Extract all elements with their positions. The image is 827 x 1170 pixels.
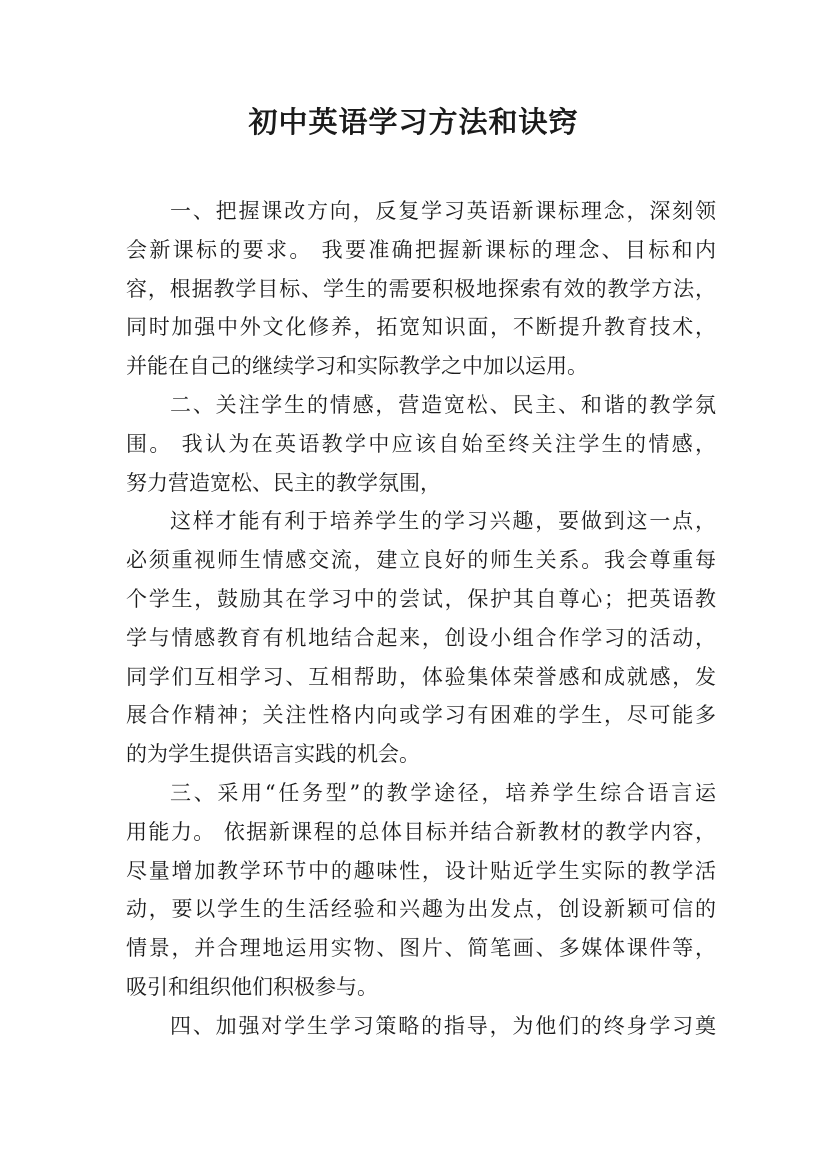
paragraph-line: 围。 我认为在英语教学中应该自始至终关注学生的情感， (126, 431, 716, 456)
paragraph-line: 个学生，鼓励其在学习中的尝试，保护其自尊心；把英语教 (126, 586, 716, 611)
paragraph-line: 的为学生提供语言实践的机会。 (126, 742, 420, 767)
paragraph-line: 这样才能有利于培养学生的学习兴趣，要做到这一点， (170, 509, 716, 534)
paragraph-line: 一、把握课改方向，反复学习英语新课标理念，深刻领 (170, 199, 716, 223)
paragraph-line: 动，要以学生的生活经验和兴趣为出发点，创设新颖可信的 (126, 897, 716, 922)
paragraph-line: 尽量增加教学环节中的趣味性，设计贴近学生实际的教学活 (126, 858, 716, 883)
paragraph-line: 必须重视师生情感交流，建立良好的师生关系。我会尊重每 (126, 548, 716, 573)
paragraph-line: 三、采用“任务型”的教学途径，培养学生综合语言运 (170, 780, 716, 805)
paragraph-line: 学与情感教育有机地结合起来，创设小组合作学习的活动， (126, 625, 716, 650)
paragraph-line: 展合作精神；关注性格内向或学习有困难的学生，尽可能多 (126, 703, 716, 728)
document-body (126, 192, 716, 1046)
document-title: 初中英语学习方法和诀窍 (248, 105, 579, 139)
paragraph-line: 吸引和组织他们积极参与。 (126, 974, 378, 999)
paragraph-line: 情景，并合理地运用实物、图片、简笔画、多媒体课件等， (126, 936, 716, 961)
paragraph-line: 二、关注学生的情感，营造宽松、民主、和谐的教学氛 (170, 392, 716, 417)
paragraph-2 (126, 386, 716, 502)
paragraph-line: 同时加强中外文化修养，拓宽知识面，不断提升教育技术， (126, 315, 716, 340)
paragraph-5 (126, 1007, 716, 1046)
paragraph-3 (126, 502, 716, 774)
paragraph-line: 容，根据教学目标、学生的需要积极地探索有效的教学方法， (126, 276, 716, 301)
paragraph-line: 同学们互相学习、互相帮助，体验集体荣誉感和成就感，发 (126, 664, 716, 689)
paragraph-4 (126, 774, 716, 1007)
paragraph-line: 努力营造宽松、民主的教学氛围， (126, 470, 441, 495)
paragraph-line: 用能力。 依据新课程的总体目标并结合新教材的教学内容， (126, 819, 716, 844)
paragraph-1 (126, 192, 716, 386)
paragraph-line: 会新课标的要求。 我要准确把握新课标的理念、目标和内 (126, 237, 716, 262)
paragraph-line: 并能在自己的继续学习和实际教学之中加以运用。 (126, 354, 588, 379)
paragraph-line: 四、加强对学生学习策略的指导，为他们的终身学习奠 (170, 1013, 716, 1038)
